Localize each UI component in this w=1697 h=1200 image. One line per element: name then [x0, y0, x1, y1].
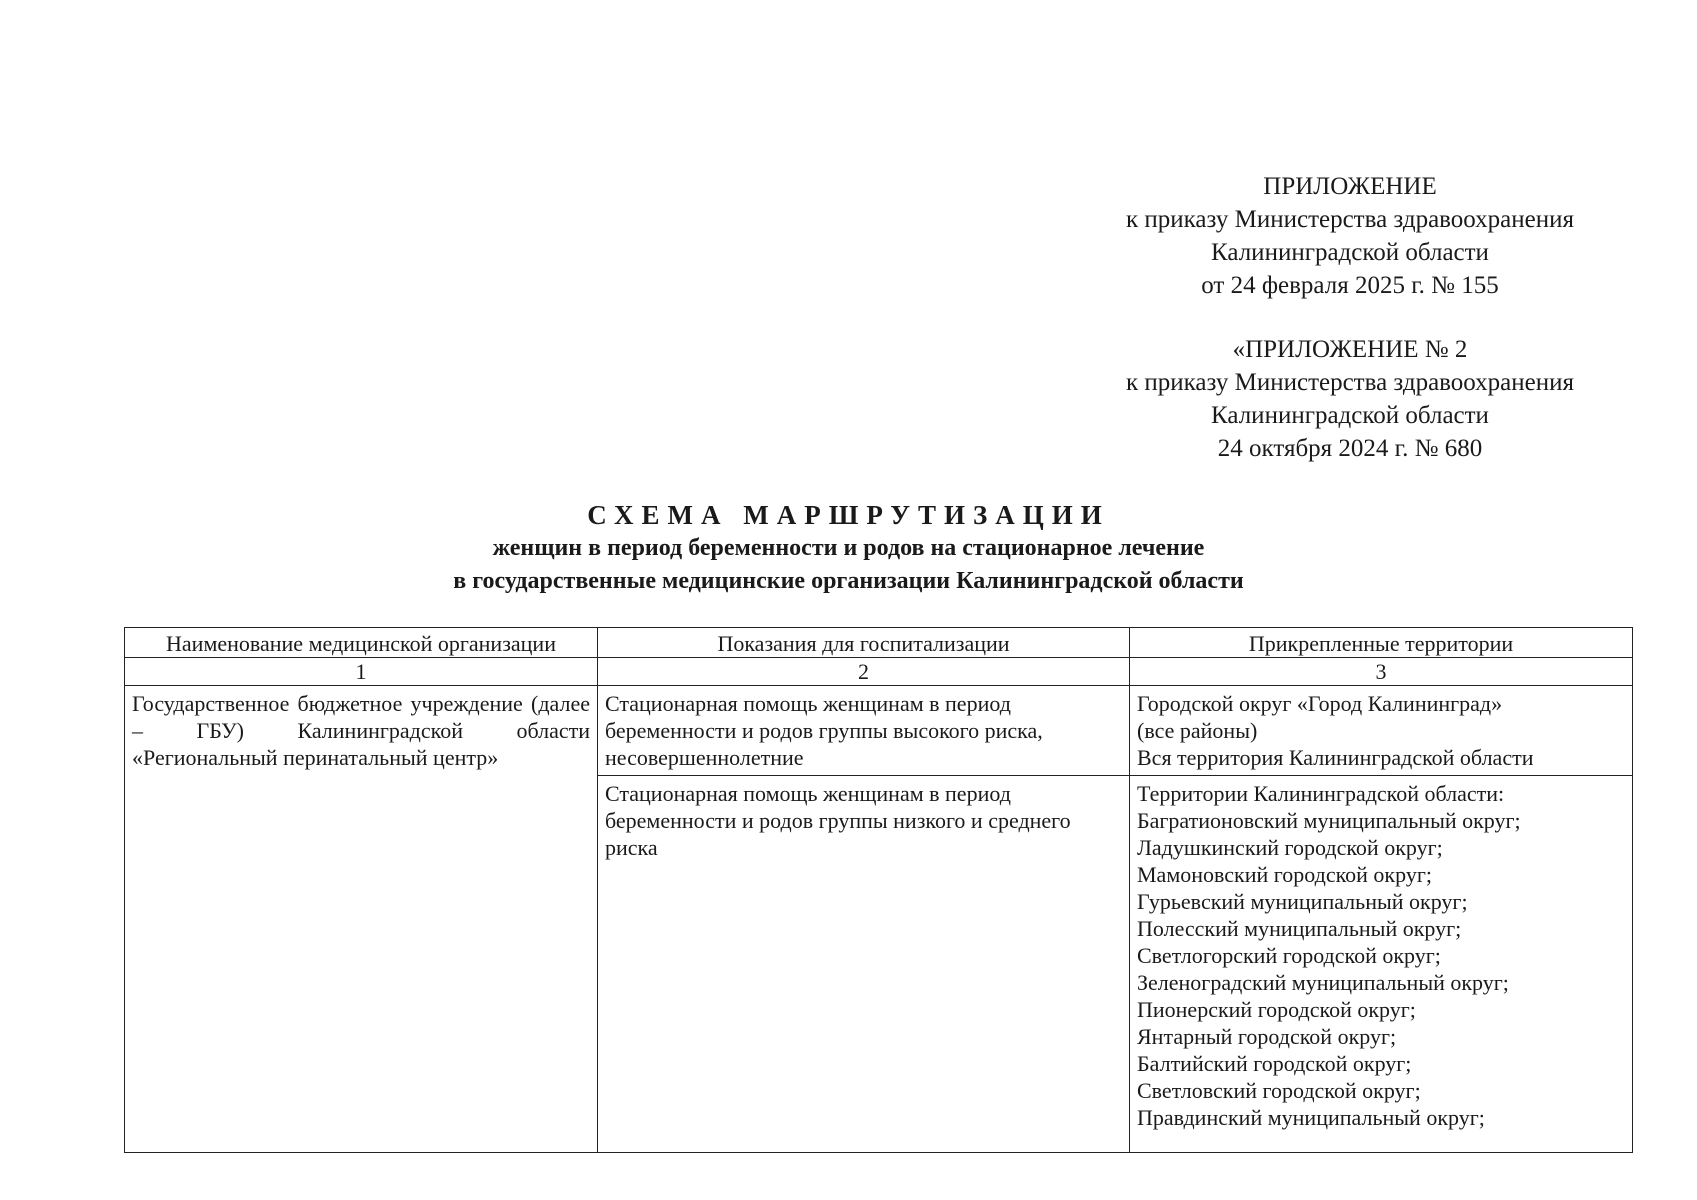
territory-item: Багратионовский муниципальный округ; [1137, 808, 1521, 833]
indication-cell: Стационарная помощь женщинам в период беременности и родов группы низкого и среднего риска [598, 776, 1130, 1153]
territory-item: Балтийский городской округ; [1137, 1051, 1412, 1076]
territory-item: Ладушкинский городской округ; [1137, 835, 1443, 860]
appendix-2-label: «ПРИЛОЖЕНИЕ № 2 [1232, 336, 1468, 363]
appendix-label: ПРИЛОЖЕНИЕ [1263, 173, 1437, 200]
column-number-row [125, 658, 1633, 686]
document-title [0, 498, 1697, 598]
territory-item: Правдинский муниципальный округ; [1137, 1105, 1485, 1130]
title-subtitle-1: женщин в период беременности и родов на стационарное лечение [492, 535, 1205, 561]
territory-item: Зеленоградский муниципальный округ; [1137, 970, 1509, 995]
territory-item: (все районы) [1137, 718, 1258, 743]
indication-cell: Стационарная помощь женщинам в период беременности и родов группы высокого риска, несовершеннолетние [598, 686, 1130, 776]
title-subtitle-2: в государственные медицинские организации Калининградской области [453, 568, 1244, 594]
column-number-1: 1 [125, 658, 598, 686]
appendix-header [1080, 170, 1620, 302]
territory-item: Городской округ «Город Калининград» [1137, 691, 1503, 716]
territory-item: Территории Калининградской области: [1137, 781, 1505, 806]
territories-cell [1130, 776, 1633, 1153]
territory-item: Гурьевский муниципальный округ; [1137, 889, 1468, 914]
territory-item: Вся территория Калининградской области [1137, 745, 1534, 770]
territory-item: Пионерский городской округ; [1137, 997, 1416, 1022]
column-number-2: 2 [598, 658, 1130, 686]
territory-item: Светловский городской округ; [1137, 1078, 1421, 1103]
territories-cell [1130, 686, 1633, 776]
title-main: СХЕМА МАРШРУТИЗАЦИИ [587, 500, 1110, 530]
table-row [125, 686, 1633, 776]
order-date-number-2: 24 октября 2024 г. № 680 [1217, 435, 1483, 462]
order-reference: к приказу Министерства здравоохранения [1125, 206, 1575, 233]
routing-table [124, 627, 1633, 1153]
column-number-3: 3 [1130, 658, 1633, 686]
column-header-indications: Показания для госпитализации [598, 628, 1130, 658]
order-date-number: от 24 февраля 2025 г. № 155 [1201, 272, 1499, 299]
order-reference-2: к приказу Министерства здравоохранения [1125, 369, 1575, 396]
column-header-organization: Наименование медицинской организации [125, 628, 598, 658]
column-header-territories: Прикрепленные территории [1130, 628, 1633, 658]
appendix-2-header [1080, 333, 1620, 465]
region-name: Калининградской области [1211, 239, 1489, 266]
table-header-row [125, 628, 1633, 658]
territory-item: Мамоновский городской округ; [1137, 862, 1432, 887]
region-name-2: Калининградской области [1211, 402, 1489, 429]
territory-item: Светлогорский городской округ; [1137, 943, 1441, 968]
territory-item: Полесский муниципальный округ; [1137, 916, 1462, 941]
territory-item: Янтарный городской округ; [1137, 1024, 1397, 1049]
organization-cell: Государственное бюджетное учреждение (далее – ГБУ) Калининградской области «Региональный перинатальный центр» [125, 686, 598, 1153]
